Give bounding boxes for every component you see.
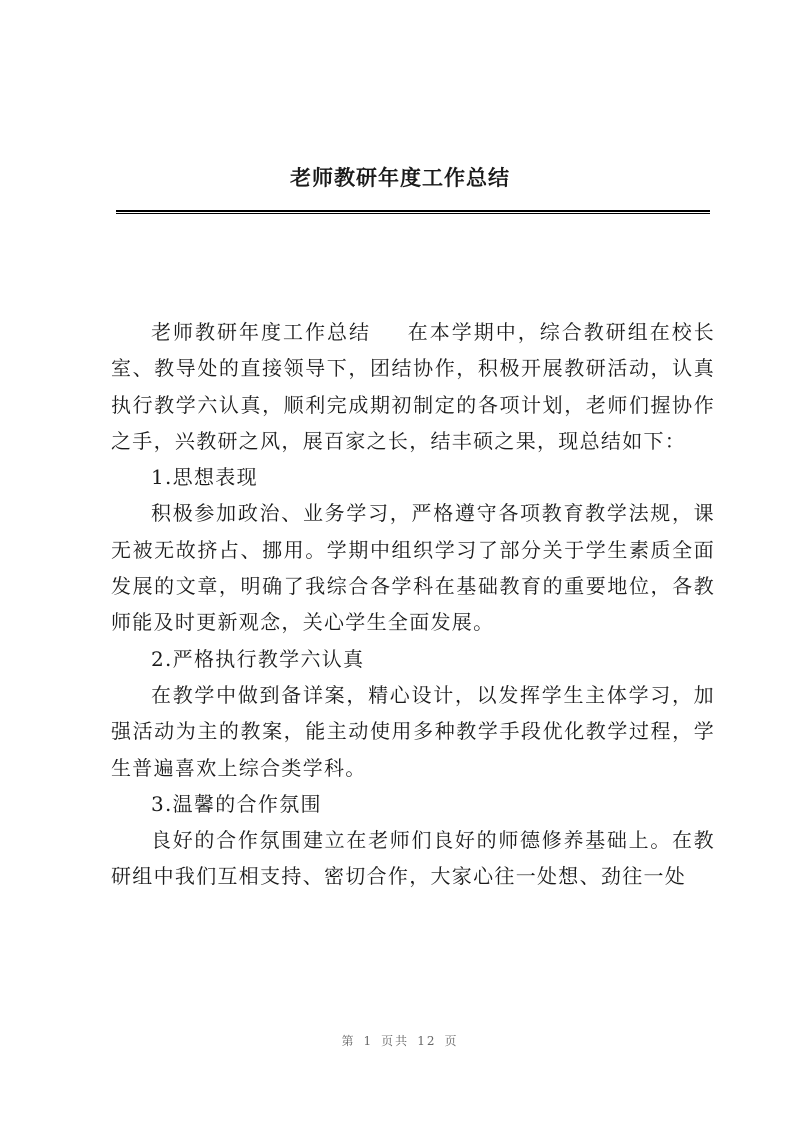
page-footer — [0, 1032, 800, 1049]
section-heading: 1.思想表现 — [151, 465, 258, 490]
footer-prefix: 第 — [341, 1034, 356, 1048]
section-paragraph: 良好的合作氛围建立在老师们良好的师德修养基础上。在教研组中我们互相支持、密切合作，大家心往一处想、劲往一处 — [111, 828, 715, 889]
footer-page-number: 1 — [363, 1034, 374, 1048]
section-paragraph: 积极参加政治、业务学习，严格遵守各项教育教学法规，课无被无故挤占、挪用。学期中组织学习了部分关于学生素质全面发展的文章，明确了我综合各学科在基础教育的重要地位，各教师能及时更新观念，关心学生全面发展。 — [111, 501, 715, 635]
footer-suffix: 页 — [444, 1034, 459, 1048]
footer-total-pages: 12 — [417, 1034, 437, 1048]
footer-middle: 页共 — [381, 1034, 410, 1048]
section-paragraph: 在教学中做到备详案，精心设计，以发挥学生主体学习，加强活动为主的教案，能主动使用多种教学手段优化教学过程，学生普遍喜欢上综合类学科。 — [111, 682, 715, 780]
document-body — [111, 314, 715, 895]
intro-lead: 老师教研年度工作总结 — [151, 320, 371, 344]
section-heading: 2.严格执行教学六认真 — [151, 646, 365, 671]
intro-text: 在本学期中，综合教研组在校长室、教导处的直接领导下，团结协作，积极开展教研活动，认真执行教学六认真，顺利完成期初制定的各项计划，老师们握协作之手，兴教研之风，展百家之长，结丰硕之果，现总结如下： — [111, 320, 715, 453]
document-title: 老师教研年度工作总结 — [290, 166, 510, 190]
section-heading: 3.温馨的合作氛围 — [151, 791, 322, 816]
title-divider — [116, 210, 710, 214]
intro-paragraph — [111, 314, 715, 459]
